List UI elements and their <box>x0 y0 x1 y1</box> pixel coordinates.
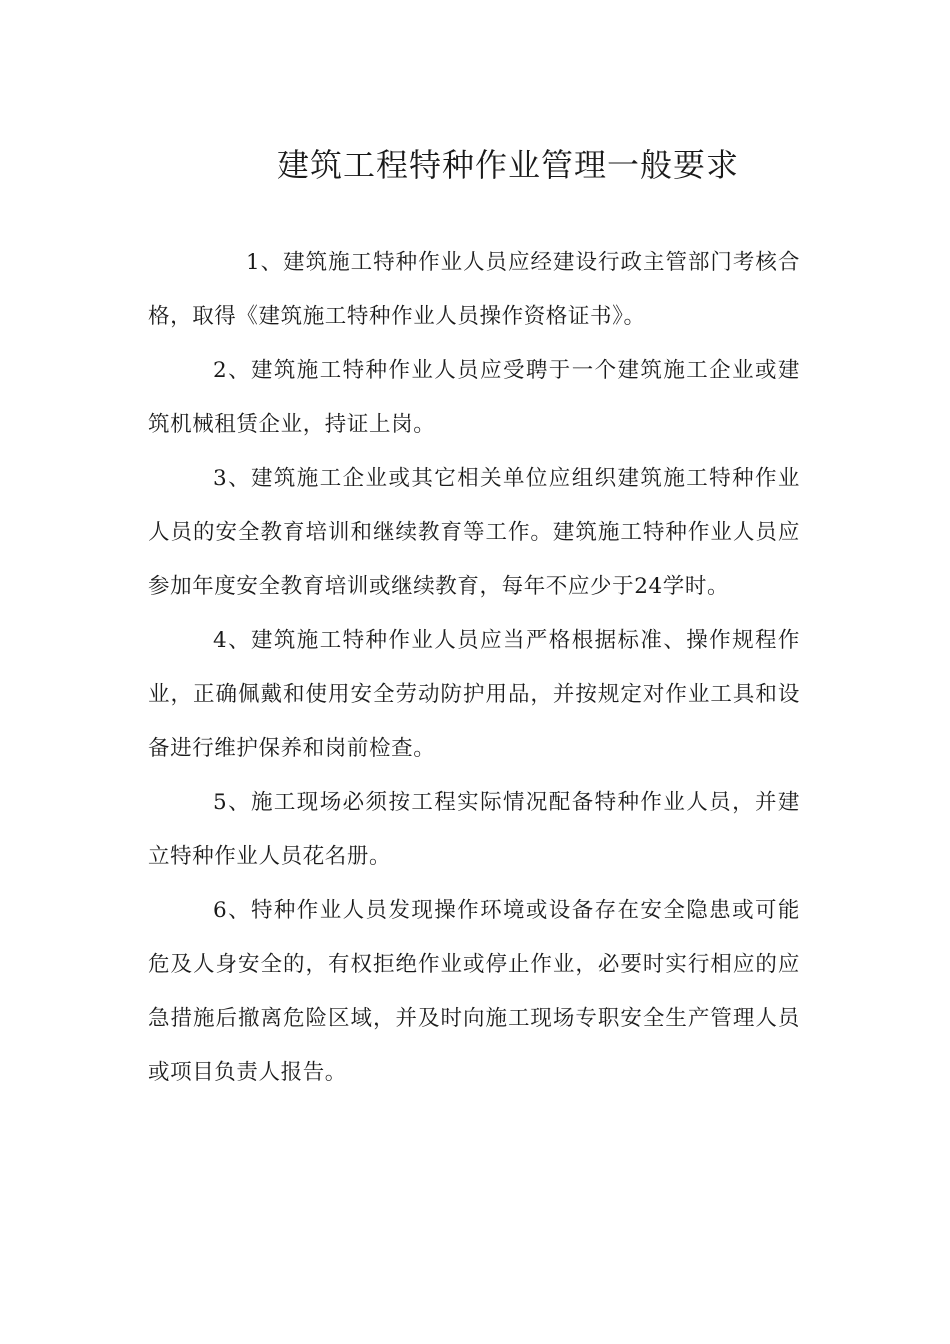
paragraph-4: 4、建筑施工特种作业人员应当严格根据标准、操作规程作业，正确佩戴和使用安全劳动防护用品，并按规定对作业工具和设备进行维护保养和岗前检查。 <box>148 628 800 761</box>
paragraph-6: 6、特种作业人员发现操作环境或设备存在安全隐患或可能危及人身安全的，有权拒绝作业或停止作业，必要时实行相应的应急措施后撤离危险区域，并及时向施工现场专职安全生产管理人员或项目负责人报告。 <box>148 898 800 1085</box>
page-title: 建筑工程特种作业管理一般要求 <box>276 146 739 185</box>
paragraph-3: 3、建筑施工企业或其它相关单位应组织建筑施工特种作业人员的安全教育培训和继续教育等工作。建筑施工特种作业人员应参加年度安全教育培训或继续教育，每年不应少于24学时。 <box>148 466 800 599</box>
paragraph-2: 2、建筑施工特种作业人员应受聘于一个建筑施工企业或建筑机械租赁企业，持证上岗。 <box>148 358 800 437</box>
document-body <box>148 236 800 1100</box>
paragraph-1: 1、建筑施工特种作业人员应经建设行政主管部门考核合格，取得《建筑施工特种作业人员操作资格证书》。 <box>148 250 800 329</box>
paragraph-5: 5、施工现场必须按工程实际情况配备特种作业人员，并建立特种作业人员花名册。 <box>148 790 800 869</box>
